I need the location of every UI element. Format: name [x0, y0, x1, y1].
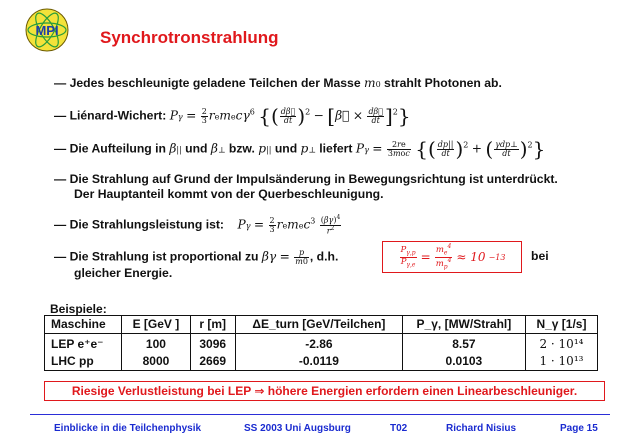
bullet-mass: — Jedes beschleunigte geladene Teilchen der Masse m0 strahlt Photonen ab.: [54, 76, 502, 90]
cell-radius: 3096: [190, 334, 235, 354]
cell-power: 0.0103: [402, 353, 525, 371]
cell-power: 8.57: [402, 334, 525, 354]
footer-term: SS 2003 Uni Augsburg: [244, 423, 351, 434]
bullet-power: — Die Strahlungsleistung ist: Pγ = $\frac{2}{3}$ remec$^3$ $\frac{(\beta\gamma)^4}{r^2}$: [54, 214, 341, 236]
footer-code: T02: [390, 423, 408, 434]
col-photon-rate: N_γ [1/s]: [525, 316, 597, 334]
conclusion-box: Riesige Verlustleistung bei LEP ⇒ höhere Energien erfordern einen Linearbeschleuniger.: [44, 381, 605, 401]
footer-page: Page 15: [560, 423, 598, 434]
bullet-proportional: — Die Strahlung ist proportional zu βγ = $\frac{p}{m0}$ , d.h. gleicher Energie.: [54, 248, 339, 280]
bullet-split: — Die Aufteilung in β|| und β⊥ bzw. p|| und p⊥ liefert Pγ = $\frac{2re}{\text{3moc}}$ {( $\frac{dp||}{dt}$ )$^2$ + ( $\frac{\text{γdp⊥}}{dt}$ )$^2$}: [54, 137, 546, 161]
cell-energy-loss: -0.0119: [235, 353, 402, 371]
examples-label: Beispiele:: [50, 302, 107, 316]
footer-rule: [30, 414, 610, 415]
bullet-lienard-wichert: — Liénard-Wichert: Pγ = $\frac{2}{3}$ remecγ$^6$ {( $\frac{d\beta⃗}{dt}$ )$^2$ − [β⃗ × $\frac{d\beta⃗}{dt}$ ]$^2$}: [54, 104, 411, 128]
cell-machine: LHC pp: [51, 354, 94, 368]
ratio-formula-box: $\frac{P_{\gamma,p}}{P_{\gamma,e}}$ = $\frac{m_e^4}{m_p^4}$ ≈ 10 −13: [382, 241, 522, 273]
examples-table: [44, 315, 598, 371]
table-row: [45, 353, 598, 371]
bei-label: bei: [531, 249, 549, 263]
col-energy-loss: ΔE_turn [GeV/Teilchen]: [235, 316, 402, 334]
table-row: [45, 334, 598, 354]
table-header-row: [45, 316, 598, 334]
footer-course: Einblicke in die Teilchenphysik: [54, 423, 202, 434]
cell-photon-rate: 2 · 10¹⁴: [525, 334, 597, 354]
bullet-suppression: — Die Strahlung auf Grund der Impulsänderung in Bewegungsrichtung ist unterdrückt. Der Hauptanteil kommt von der Querbeschleunigung.: [54, 172, 558, 202]
col-energy: E [GeV ]: [122, 316, 190, 334]
col-machine: Maschine: [45, 316, 122, 334]
cell-energy-loss: -2.86: [235, 334, 402, 354]
svg-text:MPI: MPI: [35, 23, 59, 38]
col-power: P_γ, [MW/Strahl]: [402, 316, 525, 334]
footer-author: Richard Nisius: [446, 423, 517, 434]
cell-photon-rate: 1 · 10¹³: [525, 353, 597, 371]
mpi-logo: [24, 7, 70, 53]
cell-energy: 8000: [122, 353, 190, 371]
cell-energy: 100: [122, 334, 190, 354]
page-title: Synchrotronstrahlung: [100, 28, 279, 47]
cell-machine: LEP e⁺e⁻: [51, 337, 104, 351]
cell-radius: 2669: [190, 353, 235, 371]
col-radius: r [m]: [190, 316, 235, 334]
